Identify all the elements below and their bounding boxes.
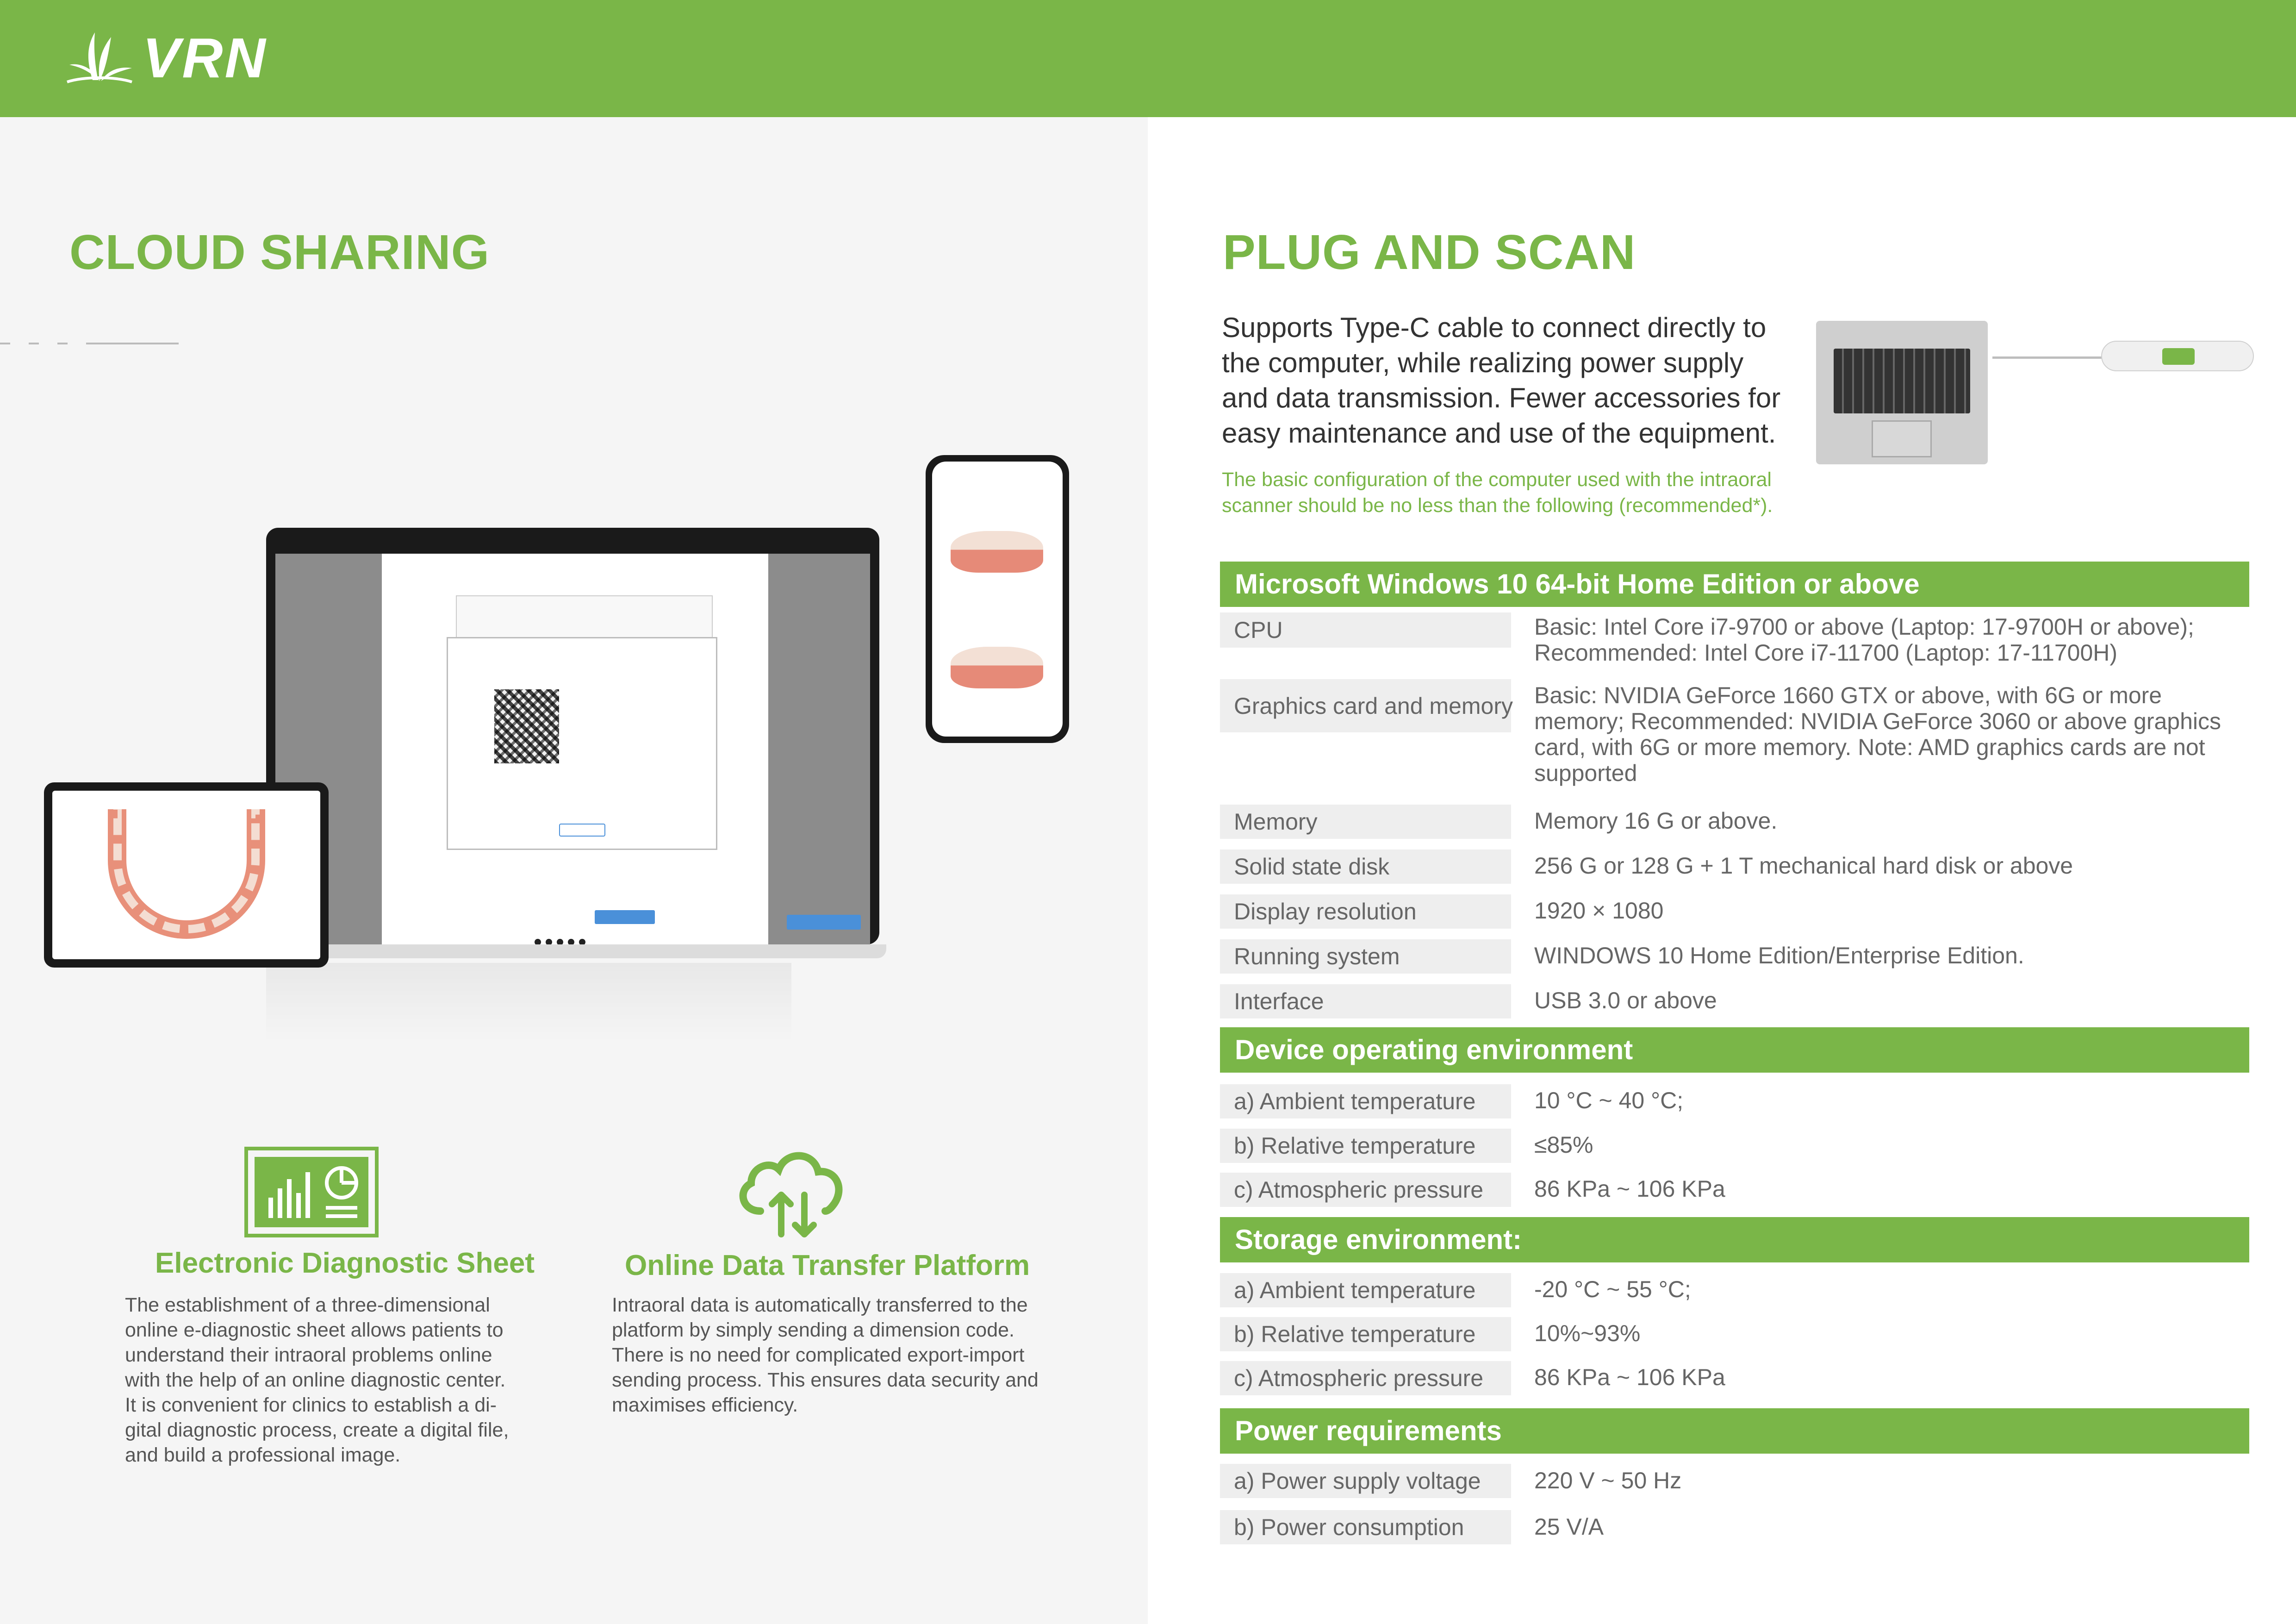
- spec-value: USB 3.0 or above: [1534, 987, 1717, 1013]
- spec-label: Interface: [1220, 984, 1511, 1018]
- dialog-button: [559, 824, 605, 837]
- spec-label: Running system: [1220, 939, 1511, 974]
- spec-value: 86 KPa ~ 106 KPa: [1534, 1176, 1725, 1202]
- dashboard-chart-icon: [244, 1147, 379, 1237]
- divider: [0, 343, 179, 344]
- tablet-screen: [52, 791, 320, 959]
- spec-label: Display resolution: [1220, 894, 1511, 929]
- carousel-dots: [535, 939, 585, 944]
- spec-label: c) Atmospheric pressure: [1220, 1361, 1511, 1395]
- touchpad: [1872, 420, 1932, 457]
- laptop-screen-content: [275, 554, 870, 944]
- laptop-mockup: [266, 528, 879, 944]
- computer-illustration: [1816, 321, 1988, 464]
- leaf-logo-icon: [65, 30, 134, 86]
- feature-title-data-transfer: Online Data Transfer Platform: [625, 1249, 1030, 1281]
- spec-label: b) Power consumption: [1220, 1510, 1511, 1544]
- feature-title-diagnostic-sheet: Electronic Diagnostic Sheet: [155, 1247, 535, 1279]
- spec-value: 220 V ~ 50 Hz: [1534, 1468, 1682, 1493]
- spec-label: Solid state disk: [1220, 849, 1511, 884]
- spec-label: b) Relative temperature: [1220, 1129, 1511, 1163]
- laptop-base: [259, 944, 886, 958]
- spec-value: 25 V/A: [1534, 1514, 1604, 1540]
- spec-label: a) Power supply voltage: [1220, 1464, 1511, 1498]
- recommendation-note: The basic configuration of the computer used with the intraoral scanner should be no less than the following (recommended*).: [1222, 468, 1773, 517]
- spec-label: CPU: [1220, 612, 1511, 648]
- plug-and-scan-title: PLUG AND SCAN: [1223, 225, 1636, 280]
- spec-label: c) Atmospheric pressure: [1220, 1173, 1511, 1207]
- spec-value: Basic: Intel Core i7-9700 or above (Laptop: 17-9700H or above); Recommended: Intel Core i7-11700 (Laptop: 17-11700H): [1534, 614, 2194, 666]
- spec-header-power: Power requirements: [1220, 1408, 2249, 1454]
- spec-header-storage-env: Storage environment:: [1220, 1217, 2249, 1262]
- spec-value: Basic: NVIDIA GeForce 1660 GTX or above, with 6G or more memory; Recommended: NVIDIA GeForce 3060 or above graphics card, with 6G or more memory. Note: AMD graphics cards are not supported: [1534, 682, 2221, 786]
- cloud-sharing-title: CLOUD SHARING: [69, 225, 490, 280]
- spec-value: Memory 16 G or above.: [1534, 808, 1778, 834]
- spec-label: a) Ambient temperature: [1220, 1084, 1511, 1118]
- feature-text-data-transfer: Intraoral data is automatically transferred to the platform by simply sending a dimension code. There is no need for complicated export-import sending process. This ensures data security and maximises efficiency.: [612, 1294, 1039, 1416]
- keyboard-icon: [1834, 349, 1970, 413]
- spec-label: Memory: [1220, 805, 1511, 839]
- spec-value: ≤85%: [1534, 1132, 1593, 1158]
- phone-screen: [932, 462, 1063, 737]
- spec-value: 256 G or 128 G + 1 T mechanical hard disk or above: [1534, 853, 2073, 879]
- brand-logo: [65, 23, 268, 93]
- spec-value: 86 KPa ~ 106 KPa: [1534, 1364, 1725, 1390]
- spec-value: 10 °C ~ 40 °C;: [1534, 1087, 1684, 1113]
- feature-text-diagnostic-sheet: The establishment of a three-dimensional online e-diagnostic sheet allows patients to understand their intraoral problems online with the help of an online diagnostic center. It is convenient for clinics to establish a di- gital diagnostic process, create a digital file, and build a professional image.: [125, 1294, 509, 1466]
- type-c-cable: [1992, 356, 2103, 359]
- spec-label: b) Relative temperature: [1220, 1317, 1511, 1351]
- brand-name: VRN: [143, 26, 268, 89]
- confirm-button: [595, 910, 655, 924]
- app-right-panel: [768, 554, 870, 944]
- spec-header-operating-env: Device operating environment: [1220, 1027, 2249, 1073]
- lower-jaw-image: [951, 647, 1043, 688]
- spec-label: Graphics card and memory: [1220, 679, 1511, 732]
- spec-value: 1920 × 1080: [1534, 898, 1664, 924]
- spec-label: a) Ambient temperature: [1220, 1273, 1511, 1307]
- spec-value: 10%~93%: [1534, 1320, 1641, 1346]
- intro-text: Supports Type-C cable to connect directly to the computer, while realizing power supply and data transmission. Fewer accessories for easy maintenance and use of the equipment.: [1222, 312, 1781, 449]
- phone-mockup: [926, 455, 1069, 743]
- upper-jaw-image: [951, 531, 1043, 573]
- share-qr-dialog: [447, 637, 717, 850]
- laptop-shadow: [266, 963, 791, 1042]
- intraoral-scanner-image: [2101, 341, 2254, 371]
- spec-header-os: Microsoft Windows 10 64-bit Home Edition or above: [1220, 562, 2249, 607]
- cloud-transfer-icon: [733, 1142, 853, 1239]
- tablet-mockup: [44, 782, 329, 968]
- spec-value: WINDOWS 10 Home Edition/Enterprise Edition.: [1534, 943, 2024, 968]
- header-bar: [0, 0, 2296, 117]
- spec-value: -20 °C ~ 55 °C;: [1534, 1276, 1691, 1302]
- app-main-area: [382, 554, 768, 944]
